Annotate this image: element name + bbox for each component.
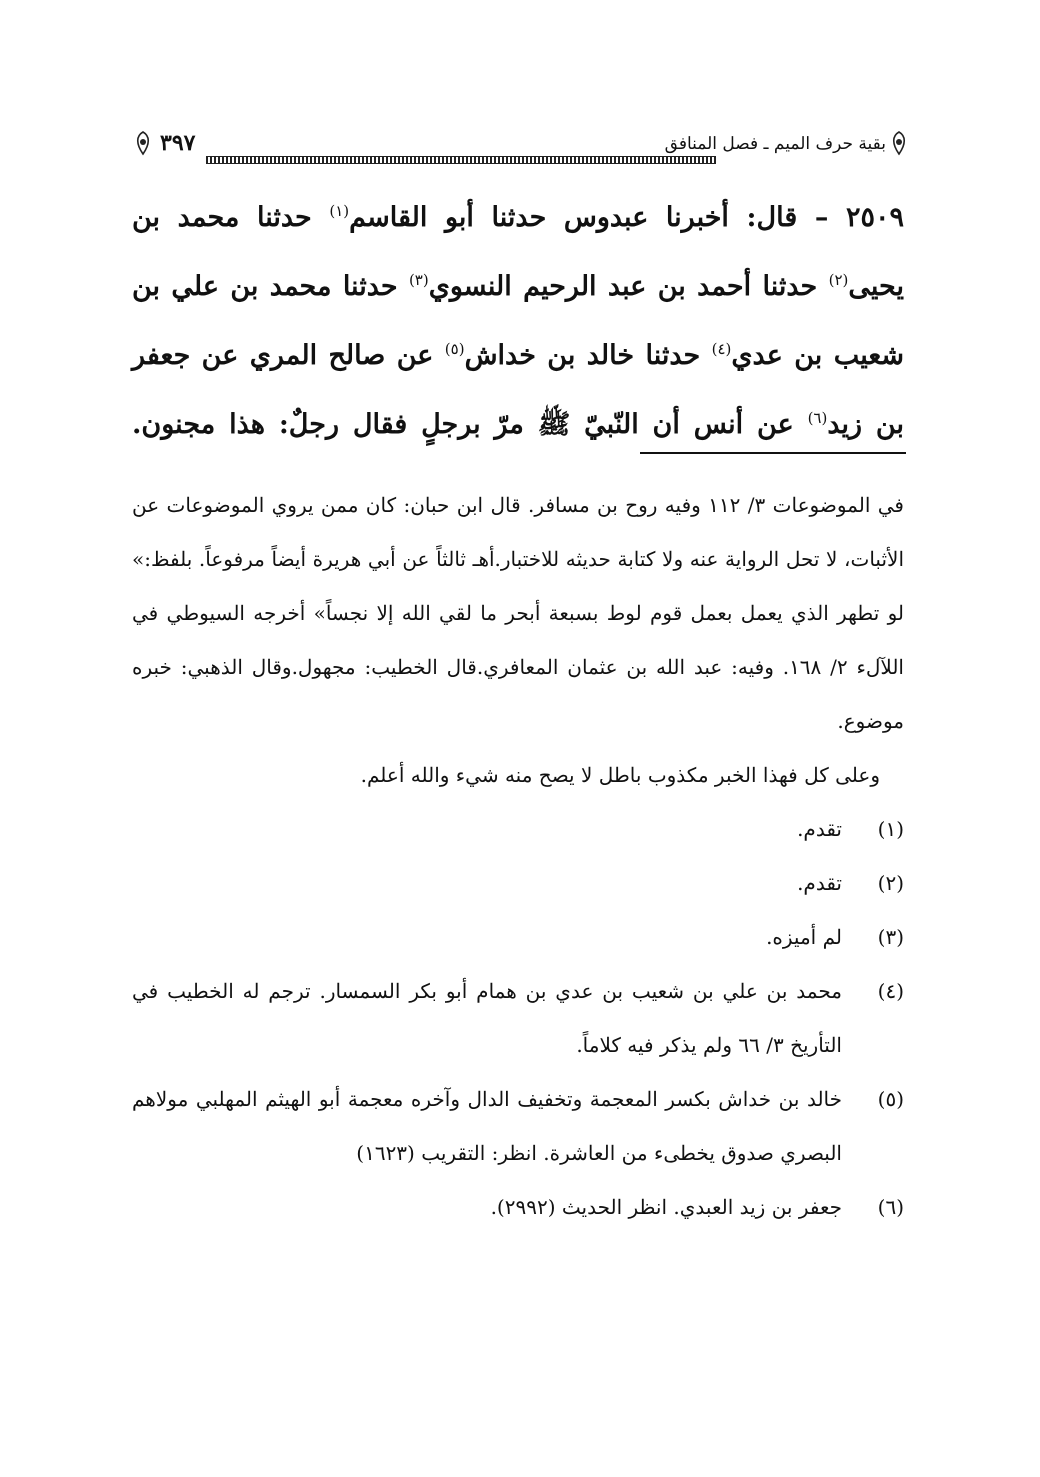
hadith-segment: حدثنا محمد بن علي بن شعيب بن عدي	[132, 271, 904, 371]
footnote-mark: (١)	[877, 817, 904, 841]
hadith-matn: عن أنس أن النّبيّ ﷺ مرّ برجلٍ فقال رجلٌ: هذا مجنون.	[132, 409, 808, 440]
hadith-number: ٢٥٠٩	[845, 202, 904, 233]
footnote-text: لم أميزه.	[766, 925, 842, 949]
footnote-text: خالد بن خداش بكسر المعجمة وتخفيف الدال وآخره معجمة أبو الهيثم المهلبي مولاهم البصري صدوق يخطىء من العاشرة. انظر: التقريب (١٦٢٣)	[132, 1087, 842, 1165]
footnote-mark: (٥)	[877, 1087, 904, 1111]
footnote-text: جعفر بن زيد العبدي. انظر الحديث (٢٩٩٢).	[490, 1195, 842, 1219]
ornament-left-icon	[132, 130, 154, 156]
running-header	[136, 128, 906, 168]
footnote-mark: (٣)	[877, 925, 904, 949]
footnote-ref[interactable]: (٥)	[444, 340, 465, 358]
header-title: بقية حرف الميم ـ فصل المنافق	[664, 134, 886, 154]
hadith-segment: حدثنا محمد بن يحيى	[132, 202, 904, 302]
footnote-text: محمد بن علي بن شعيب بن عدي بن همام أبو بكر السمسار. ترجم له الخطيب في التأريخ ٣/ ٦٦ ولم يذكر فيه كلاماً.	[132, 979, 842, 1057]
footnote-item	[132, 802, 904, 856]
hadith-text	[132, 180, 904, 456]
footnote-text: تقدم.	[797, 817, 842, 841]
header-rule	[206, 156, 716, 164]
footnote-ref[interactable]: (٦)	[807, 409, 828, 427]
ornament-right-icon	[888, 130, 910, 156]
footnote-text: تقدم.	[797, 871, 842, 895]
footnote-item	[132, 964, 904, 1072]
hadith-segment: عن صالح المري عن جعفر بن زيد	[132, 340, 904, 440]
footnotes	[132, 478, 904, 1234]
continued-note: في الموضوعات ٣/ ١١٢ وفيه روح بن مسافر. قال ابن حبان: كان ممن يروي الموضوعات عن الأثبات، لا تحل الرواية عنه ولا كتابة حديثه للاختبار.أهـ ثالثاً عن أبي هريرة أيضاً مرفوعاً. بلفظ:» لو تطهر الذي يعمل بعمل قوم لوط بسبعة أبحر ما لقي الله إلا نجساً» أخرجه السيوطي في اللآلء ٢/ ١٦٨. وفيه: عبد الله بن عثمان المعافري.قال الخطيب: مجهول.وقال الذهبي: خبره موضوع.	[132, 493, 905, 733]
footnote-item	[132, 1180, 904, 1234]
footnote-mark: (٤)	[877, 979, 904, 1003]
footnote-item	[132, 910, 904, 964]
footnote-mark: (٢)	[877, 871, 904, 895]
continued-note-conclusion: وعلى كل فهذا الخبر مكذوب باطل لا يصح منه شيء والله أعلم.	[360, 763, 880, 787]
footnote-ref[interactable]: (٤)	[711, 340, 732, 358]
footnote-ref[interactable]: (٢)	[828, 271, 849, 289]
footnote-separator	[640, 452, 906, 454]
footnote-item	[132, 856, 904, 910]
hadith-segment: – قال: أخبرنا عبدوس حدثنا أبو القاسم	[349, 202, 846, 233]
page-number: ٣٩٧	[160, 130, 196, 156]
hadith-segment: حدثنا خالد بن خداش	[464, 340, 712, 371]
footnote-mark: (٦)	[877, 1195, 904, 1219]
footnote-ref[interactable]: (١)	[329, 202, 350, 220]
footnote-item	[132, 1072, 904, 1180]
hadith-segment: حدثنا أحمد بن عبد الرحيم النسوي	[428, 271, 829, 302]
footnote-ref[interactable]: (٣)	[408, 271, 429, 289]
